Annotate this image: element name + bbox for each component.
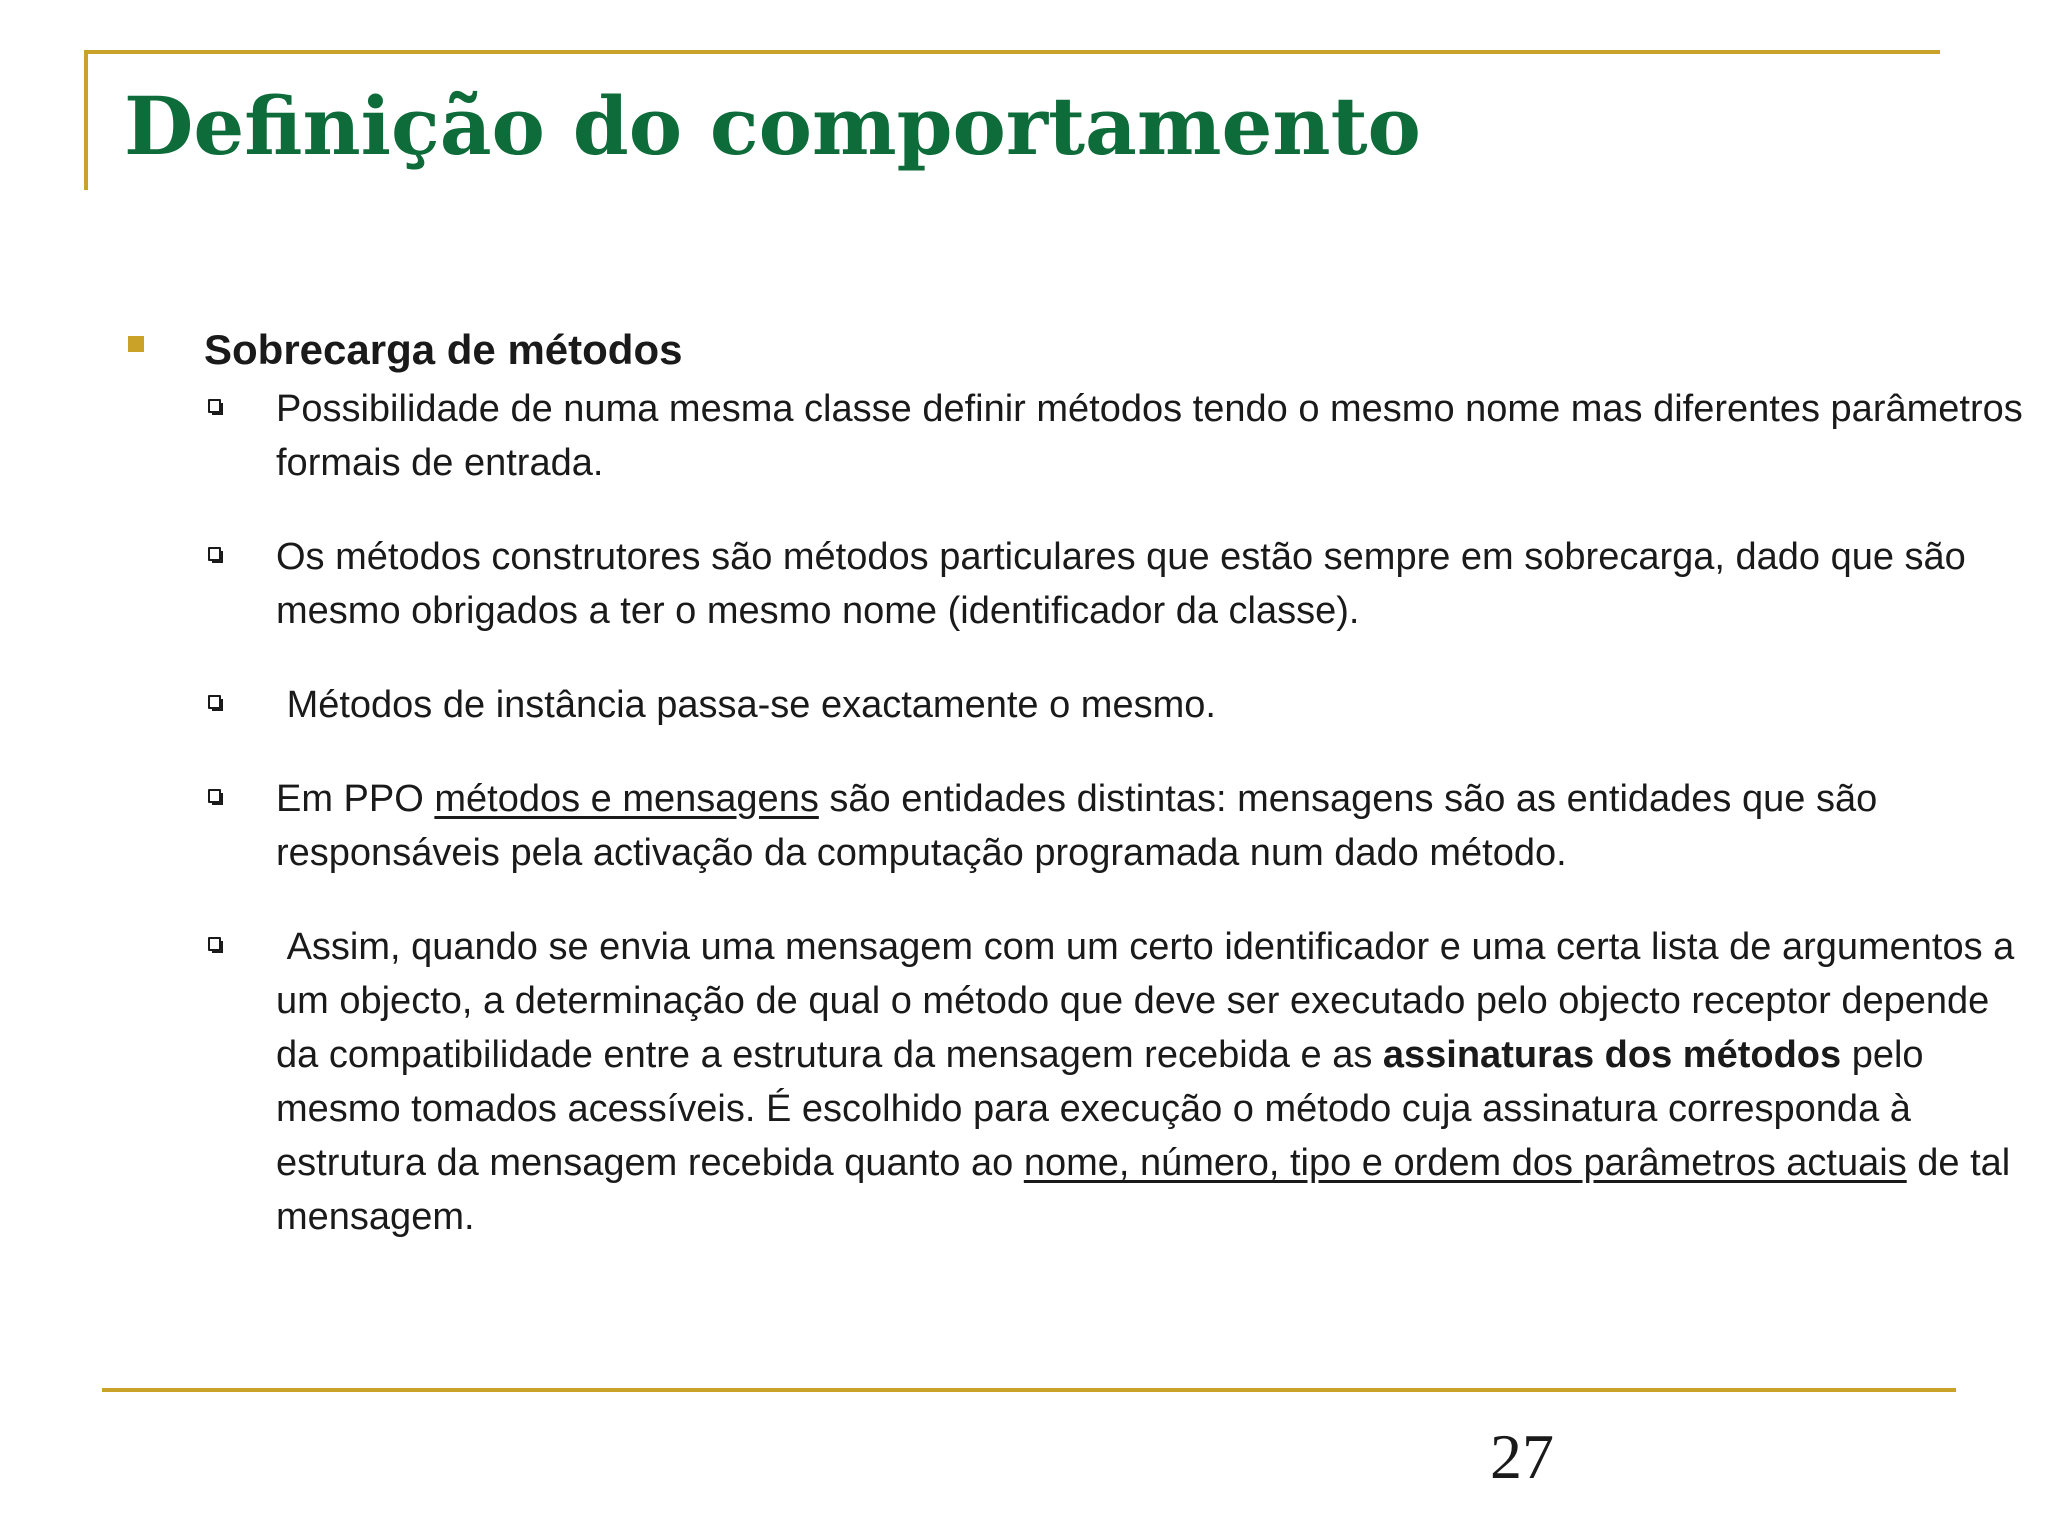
sub-bullet-item: [124, 530, 1966, 638]
text-run: pelo mesmo tomados acessíveis. É escolhido para execução o método cuja assinatura corresponda à estrutura da mensagem recebida quanto ao: [276, 1034, 1935, 1184]
square-bullet-icon: [128, 336, 144, 352]
sub-bullet-list: [124, 382, 2025, 1244]
slide-content: [124, 320, 2025, 1284]
sub-bullet-item: [124, 678, 1924, 732]
hollow-square-bullet-icon: [208, 399, 221, 413]
section-heading: Sobrecarga de métodos: [204, 326, 683, 373]
sub-bullet-item: [124, 920, 2025, 1244]
text-run: de tal mensagem.: [276, 1142, 2021, 1238]
sub-bullet-text: Possibilidade de numa mesma classe definir métodos tendo o mesmo nome mas diferentes parâmetros formais de entrada.: [276, 388, 2023, 484]
sub-bullet-text: Métodos de instância passa-se exactamente o mesmo.: [276, 684, 1216, 726]
level1-item: [124, 320, 1924, 380]
hollow-square-bullet-icon: [208, 547, 221, 561]
text-run: Assim, quando se envia uma mensagem com um certo identificador e uma certa lista de argumentos a um objecto, a determinação de qual o método que deve ser executado pelo objecto receptor depende da compatibilidade entre a estrutura da mensagem recebida e as: [276, 926, 2025, 1076]
hollow-square-bullet-icon: [208, 695, 221, 709]
text-run: são entidades distintas: mensagens são as entidades que são responsáveis pela activação da computação programada num dado método.: [276, 778, 1888, 874]
title-frame-left-rule: [84, 50, 88, 190]
sub-bullet-item: [124, 382, 2023, 490]
footer-rule: [102, 1388, 1956, 1392]
underlined-phrase: métodos e mensagens: [434, 778, 819, 820]
sub-bullet-text: [276, 920, 2036, 1244]
text-run: Em PPO: [276, 778, 435, 820]
bold-phrase: assinaturas dos métodos: [1382, 1034, 1842, 1076]
underlined-phrase: nome, número, tipo e ordem dos parâmetros actuais: [1023, 1142, 1907, 1184]
sub-bullet-text: [276, 772, 2036, 880]
page-number: 27: [1490, 1421, 1554, 1492]
sub-bullet-text: Os métodos construtores são métodos particulares que estão sempre em sobrecarga, dado que são mesmo obrigados a ter o mesmo nome (identificador da classe).: [276, 536, 1966, 632]
title-frame-top-rule: [84, 50, 1940, 54]
hollow-square-bullet-icon: [208, 937, 221, 951]
hollow-square-bullet-icon: [208, 789, 221, 803]
slide-title: Definição do comportamento: [124, 79, 1421, 173]
sub-bullet-item: [124, 772, 1924, 880]
